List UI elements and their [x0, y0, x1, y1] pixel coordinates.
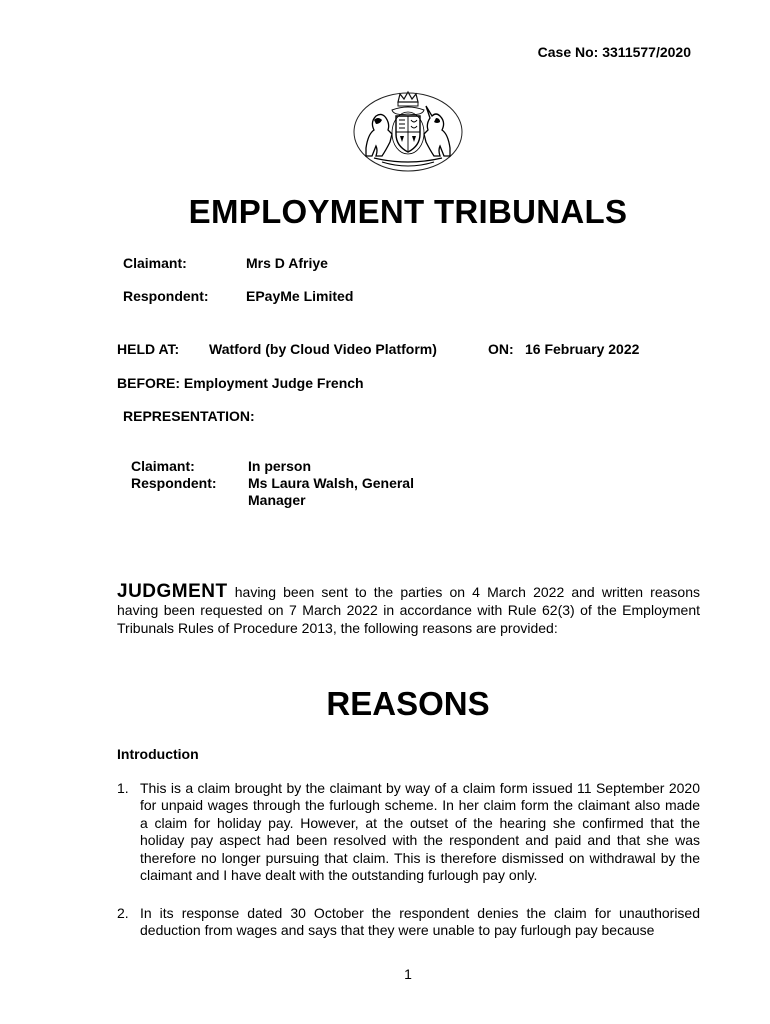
claimant-label: Claimant: — [123, 255, 187, 271]
rep-respondent-line2: Manager — [248, 492, 306, 508]
reasons-heading: REASONS — [326, 685, 490, 722]
held-at-value: Watford (by Cloud Video Platform) — [209, 341, 437, 357]
on-label: ON: — [488, 341, 514, 357]
respondent-name: EPayMe Limited — [246, 288, 354, 304]
claimant-name: Mrs D Afriye — [246, 255, 328, 271]
rep-respondent-label: Respondent: — [131, 475, 217, 491]
respondent-label: Respondent: — [123, 288, 209, 304]
royal-coat-of-arms-icon — [352, 90, 464, 172]
rep-respondent-line1: Ms Laura Walsh, General — [248, 475, 414, 491]
page-number: 1 — [404, 966, 412, 982]
paragraph-number: 2. — [117, 905, 129, 921]
paragraph-text: In its response dated 30 October the respondent denies the claim for unauthorised deduction from wages and says that they were unable to pay furlough pay because — [140, 905, 700, 939]
representation-heading: REPRESENTATION: — [123, 408, 255, 424]
rep-claimant-value: In person — [248, 458, 312, 474]
judgment-paragraph — [117, 583, 700, 637]
on-value: 16 February 2022 — [525, 341, 640, 357]
introduction-heading: Introduction — [117, 746, 199, 762]
judgment-text: having been sent to the parties on 4 March 2022 and written reasons having been requested on 7 March 2022 in accordance with Rule 62(3) of the Employment Tribunals Rules of Procedure 2013, the following reasons are provided: — [117, 584, 700, 636]
rep-claimant-label: Claimant: — [131, 458, 195, 474]
paragraph-text: This is a claim brought by the claimant by way of a claim form issued 11 September 2020 for unpaid wages through the furlough scheme. In her claim form the claimant also made a claim for holiday pay. However, at the outset of the hearing she confirmed that the holiday pay aspect had been resolved with the respondent and paid and that she was therefore no longer pursuing that claim. This is therefore dismissed on withdrawal by the claimant and I have dealt with the outstanding furlough pay only. — [140, 780, 700, 884]
before-judge: BEFORE: Employment Judge French — [117, 375, 364, 391]
judgment-lead: JUDGMENT — [117, 581, 228, 602]
held-at-label: HELD AT: — [117, 341, 180, 357]
page-title: EMPLOYMENT TRIBUNALS — [188, 193, 628, 230]
case-number: Case No: 3311577/2020 — [537, 44, 691, 60]
rep-respondent-value — [248, 475, 414, 509]
paragraph-number: 1. — [117, 780, 129, 796]
